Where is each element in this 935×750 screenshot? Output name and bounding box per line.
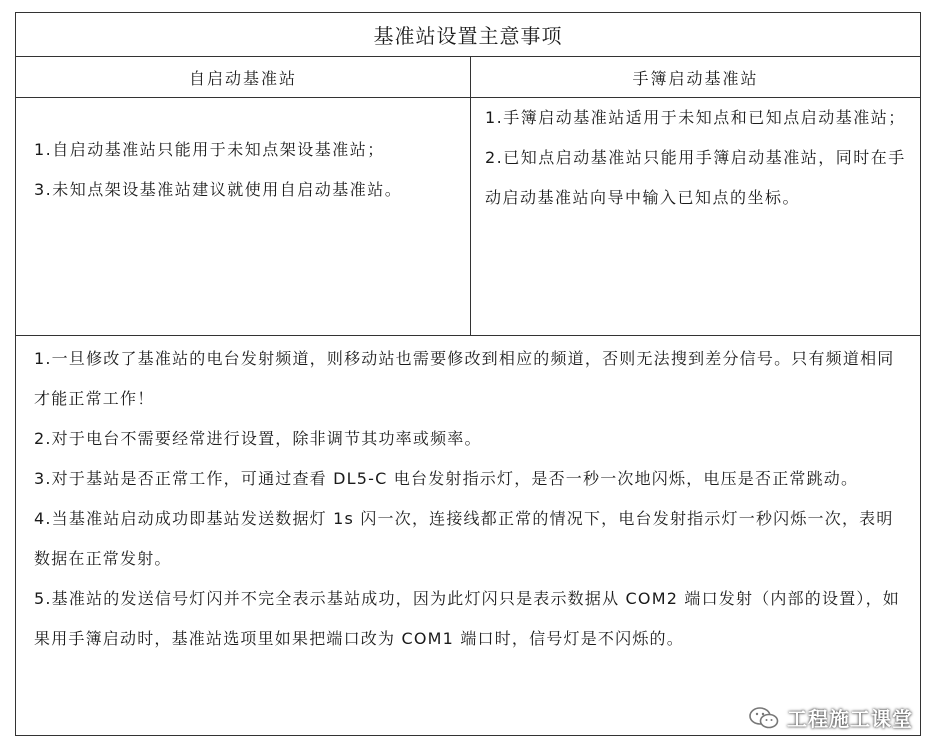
watermark <box>749 703 913 732</box>
notes-table <box>15 12 921 736</box>
table-title: 基准站设置主意事项 <box>16 13 920 57</box>
handheld-start-item: 2.已知点启动基准站只能用手簿启动基准站，同时在手动启动基准站向导中输入已知点的坐标。 <box>485 148 906 207</box>
auto-start-cell <box>16 98 471 336</box>
watermark-text: 工程施工课堂 <box>787 707 913 731</box>
column-header-auto-start: 自启动基准站 <box>16 57 471 98</box>
wechat-icon <box>749 706 779 730</box>
general-note: 5.基准站的发送信号灯闪并不完全表示基站成功，因为此灯闪只是表示数据从 COM2 端口发射（内部的设置），如果用手簿启动时，基准站选项里如果把端口改为 COM1 端口时，信号灯是不闪烁的。 <box>34 589 900 648</box>
general-notes-cell <box>16 337 920 659</box>
handheld-start-item: 1.手簿启动基准站适用于未知点和已知点启动基准站； <box>485 108 906 127</box>
auto-start-item: 3.未知点架设基准站建议就使用自启动基准站。 <box>34 180 403 199</box>
general-note: 2.对于电台不需要经常进行设置，除非调节其功率或频率。 <box>34 429 482 448</box>
general-note: 3.对于基站是否正常工作，可通过查看 DL5-C 电台发射指示灯，是否一秒一次地闪烁，电压是否正常跳动。 <box>34 469 859 488</box>
general-note: 4.当基准站启动成功即基站发送数据灯 1s 闪一次，连接线都正常的情况下，电台发射指示灯一秒闪烁一次，表明数据在正常发射。 <box>34 509 894 568</box>
general-note: 1.一旦修改了基准站的电台发射频道，则移动站也需要修改到相应的频道，否则无法搜到差分信号。只有频道相同才能正常工作！ <box>34 349 895 408</box>
auto-start-item: 1.自启动基准站只能用于未知点架设基准站； <box>34 140 385 159</box>
column-header-handheld-start: 手簿启动基准站 <box>471 57 920 98</box>
handheld-start-cell <box>471 98 920 336</box>
